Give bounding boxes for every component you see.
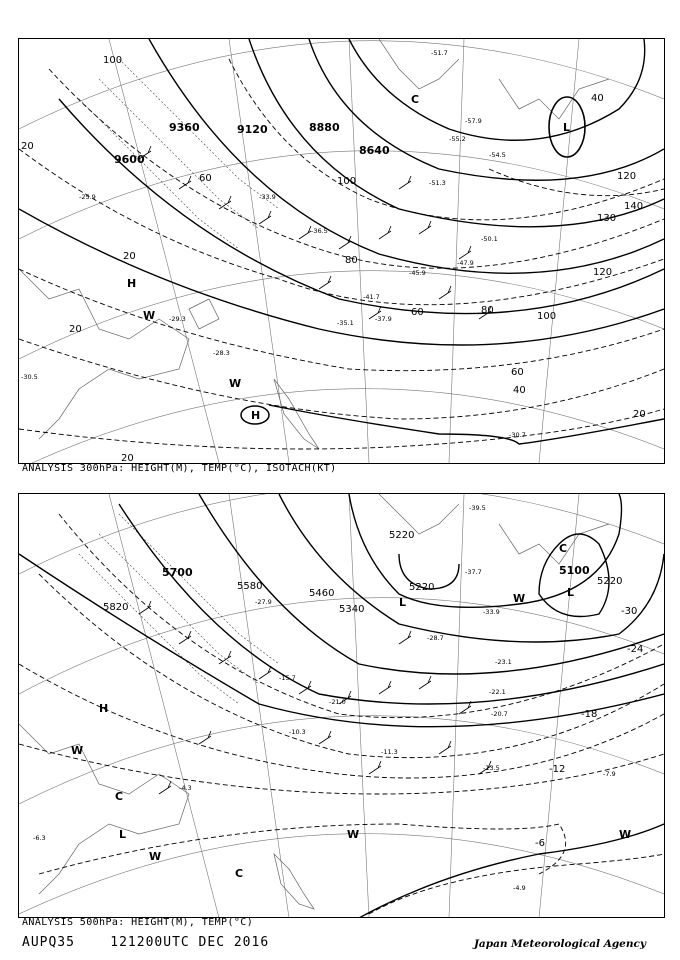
temperature-value: -30.7 [509,431,526,439]
temperature-value: -23.1 [495,658,512,666]
graticule [19,494,664,918]
chart-300hpa [18,38,665,464]
height-label: 5100 [559,564,590,577]
height-label: 5220 [597,576,623,587]
temperature-value: -41.7 [363,293,380,301]
height-label: 5340 [339,604,365,615]
temperature-value: -7.9 [603,770,616,778]
chart-500hpa [18,493,665,918]
temperature-value: -10.3 [289,728,306,736]
high-pressure-marker: H [127,277,137,290]
low-pressure-marker: L [119,828,127,841]
isotherm-label: -6 [535,838,545,849]
warm-core-marker: W [143,309,156,322]
isotach-label: 20 [633,409,646,420]
temperature-value: -22.1 [489,688,506,696]
isotach-label: 40 [591,93,604,104]
warm-core-marker: W [619,828,632,841]
low-pressure-marker: L [567,586,575,599]
temperature-value: -29.3 [169,315,186,323]
height-label: 9120 [237,123,268,136]
temperature-value: -57.9 [465,117,482,125]
temperature-value: -51.7 [431,49,448,57]
temperature-value: -35.1 [337,319,354,327]
cold-core-marker: C [411,93,420,106]
isotach-label: 120 [593,267,613,278]
isotach-label: 100 [103,55,123,66]
height-label: 9600 [114,153,145,166]
isotach-label: 80 [345,255,358,266]
height-label: 5700 [162,566,193,579]
chart-300hpa-caption: ANALYSIS 300hPa: HEIGHT(M), TEMP(°C), ISOTACH(KT) [22,463,337,474]
isotach-label: 20 [121,453,134,463]
temperature-value: -4.9 [513,884,526,892]
isotachs [19,59,664,449]
isotach-label: 80 [481,305,494,316]
temperature-value: -20.7 [491,710,508,718]
high-pressure-marker: H [251,409,261,422]
height-label: 5220 [389,530,415,541]
isotach-label: 120 [617,171,637,182]
high-pressure-marker: H [99,702,109,715]
isotach-label: 60 [511,367,524,378]
chart-500hpa-caption: ANALYSIS 500hPa: HEIGHT(M), TEMP(°C) [22,917,254,928]
isotach-label: 20 [123,251,136,262]
cold-core-marker: C [235,867,244,880]
isotach-label: 140 [624,201,644,212]
warm-core-marker: W [229,377,242,390]
temperature-value: -28.7 [427,634,444,642]
cold-core-marker: C [115,790,124,803]
temperature-value: -30.5 [21,373,38,381]
isotherm-label: -12 [549,764,566,775]
isotherm-label: -18 [581,709,598,720]
low-pressure-marker: L [563,121,571,134]
isotach-label: 130 [597,213,617,224]
isotach-label: 100 [337,176,357,187]
height-contours [19,39,664,444]
product-code: AUPQ35 [22,935,75,950]
chart-300hpa-map [19,39,664,463]
temperature-value: -25.9 [79,193,96,201]
valid-time: 121200UTC DEC 2016 [110,935,270,950]
cold-core-marker: C [559,542,568,555]
temperature-value: -28.3 [213,349,230,357]
temperature-value: -4.3 [179,784,192,792]
temperature-value: -27.9 [255,598,272,606]
temperature-value: -39.5 [469,504,486,512]
temperature-value: -6.3 [33,834,46,842]
temperature-value: -47.9 [457,259,474,267]
isotach-label: 40 [513,385,526,396]
warm-core-marker: W [513,592,526,605]
low-pressure-marker: L [399,596,407,609]
height-label: 5820 [103,602,129,613]
height-label: 9360 [169,121,200,134]
warm-core-marker: W [149,850,162,863]
temperature-value: -50.1 [481,235,498,243]
height-label: 8880 [309,121,340,134]
isotach-label: 20 [69,324,82,335]
temperature-value: -45.9 [409,269,426,277]
temperature-value: -37.9 [375,315,392,323]
isotherm-label: -24 [627,644,644,655]
height-label: 5580 [237,581,263,592]
isotach-label: 60 [411,307,424,318]
height-label: 5220 [409,582,435,593]
temperature-value: -13.5 [483,764,500,772]
wind-barbs [139,601,491,794]
warm-core-marker: W [71,744,84,757]
product-header [22,935,269,950]
temperature-value: -36.5 [311,227,328,235]
temperature-value: -51.3 [429,179,446,187]
height-label: 8640 [359,144,390,157]
isotach-label: 60 [199,173,212,184]
isotherm-label: -30 [621,606,638,617]
isotach-label: 20 [21,141,34,152]
temperature-value: -11.3 [381,748,398,756]
chart-500hpa-map [19,494,664,918]
temperature-value: -37.7 [465,568,482,576]
isotach-label: 100 [537,311,557,322]
height-contours [19,494,664,918]
agency-name: Japan Meteorological Agency [473,938,646,950]
warm-core-marker: W [347,828,360,841]
height-label: 5460 [309,588,335,599]
temperature-value: -21.0 [329,698,346,706]
temperature-value: -33.9 [259,193,276,201]
temperature-value: -15.7 [279,674,296,682]
temperature-value: -55.2 [449,135,466,143]
temperature-value: -33.9 [483,608,500,616]
temperature-value: -54.5 [489,151,506,159]
